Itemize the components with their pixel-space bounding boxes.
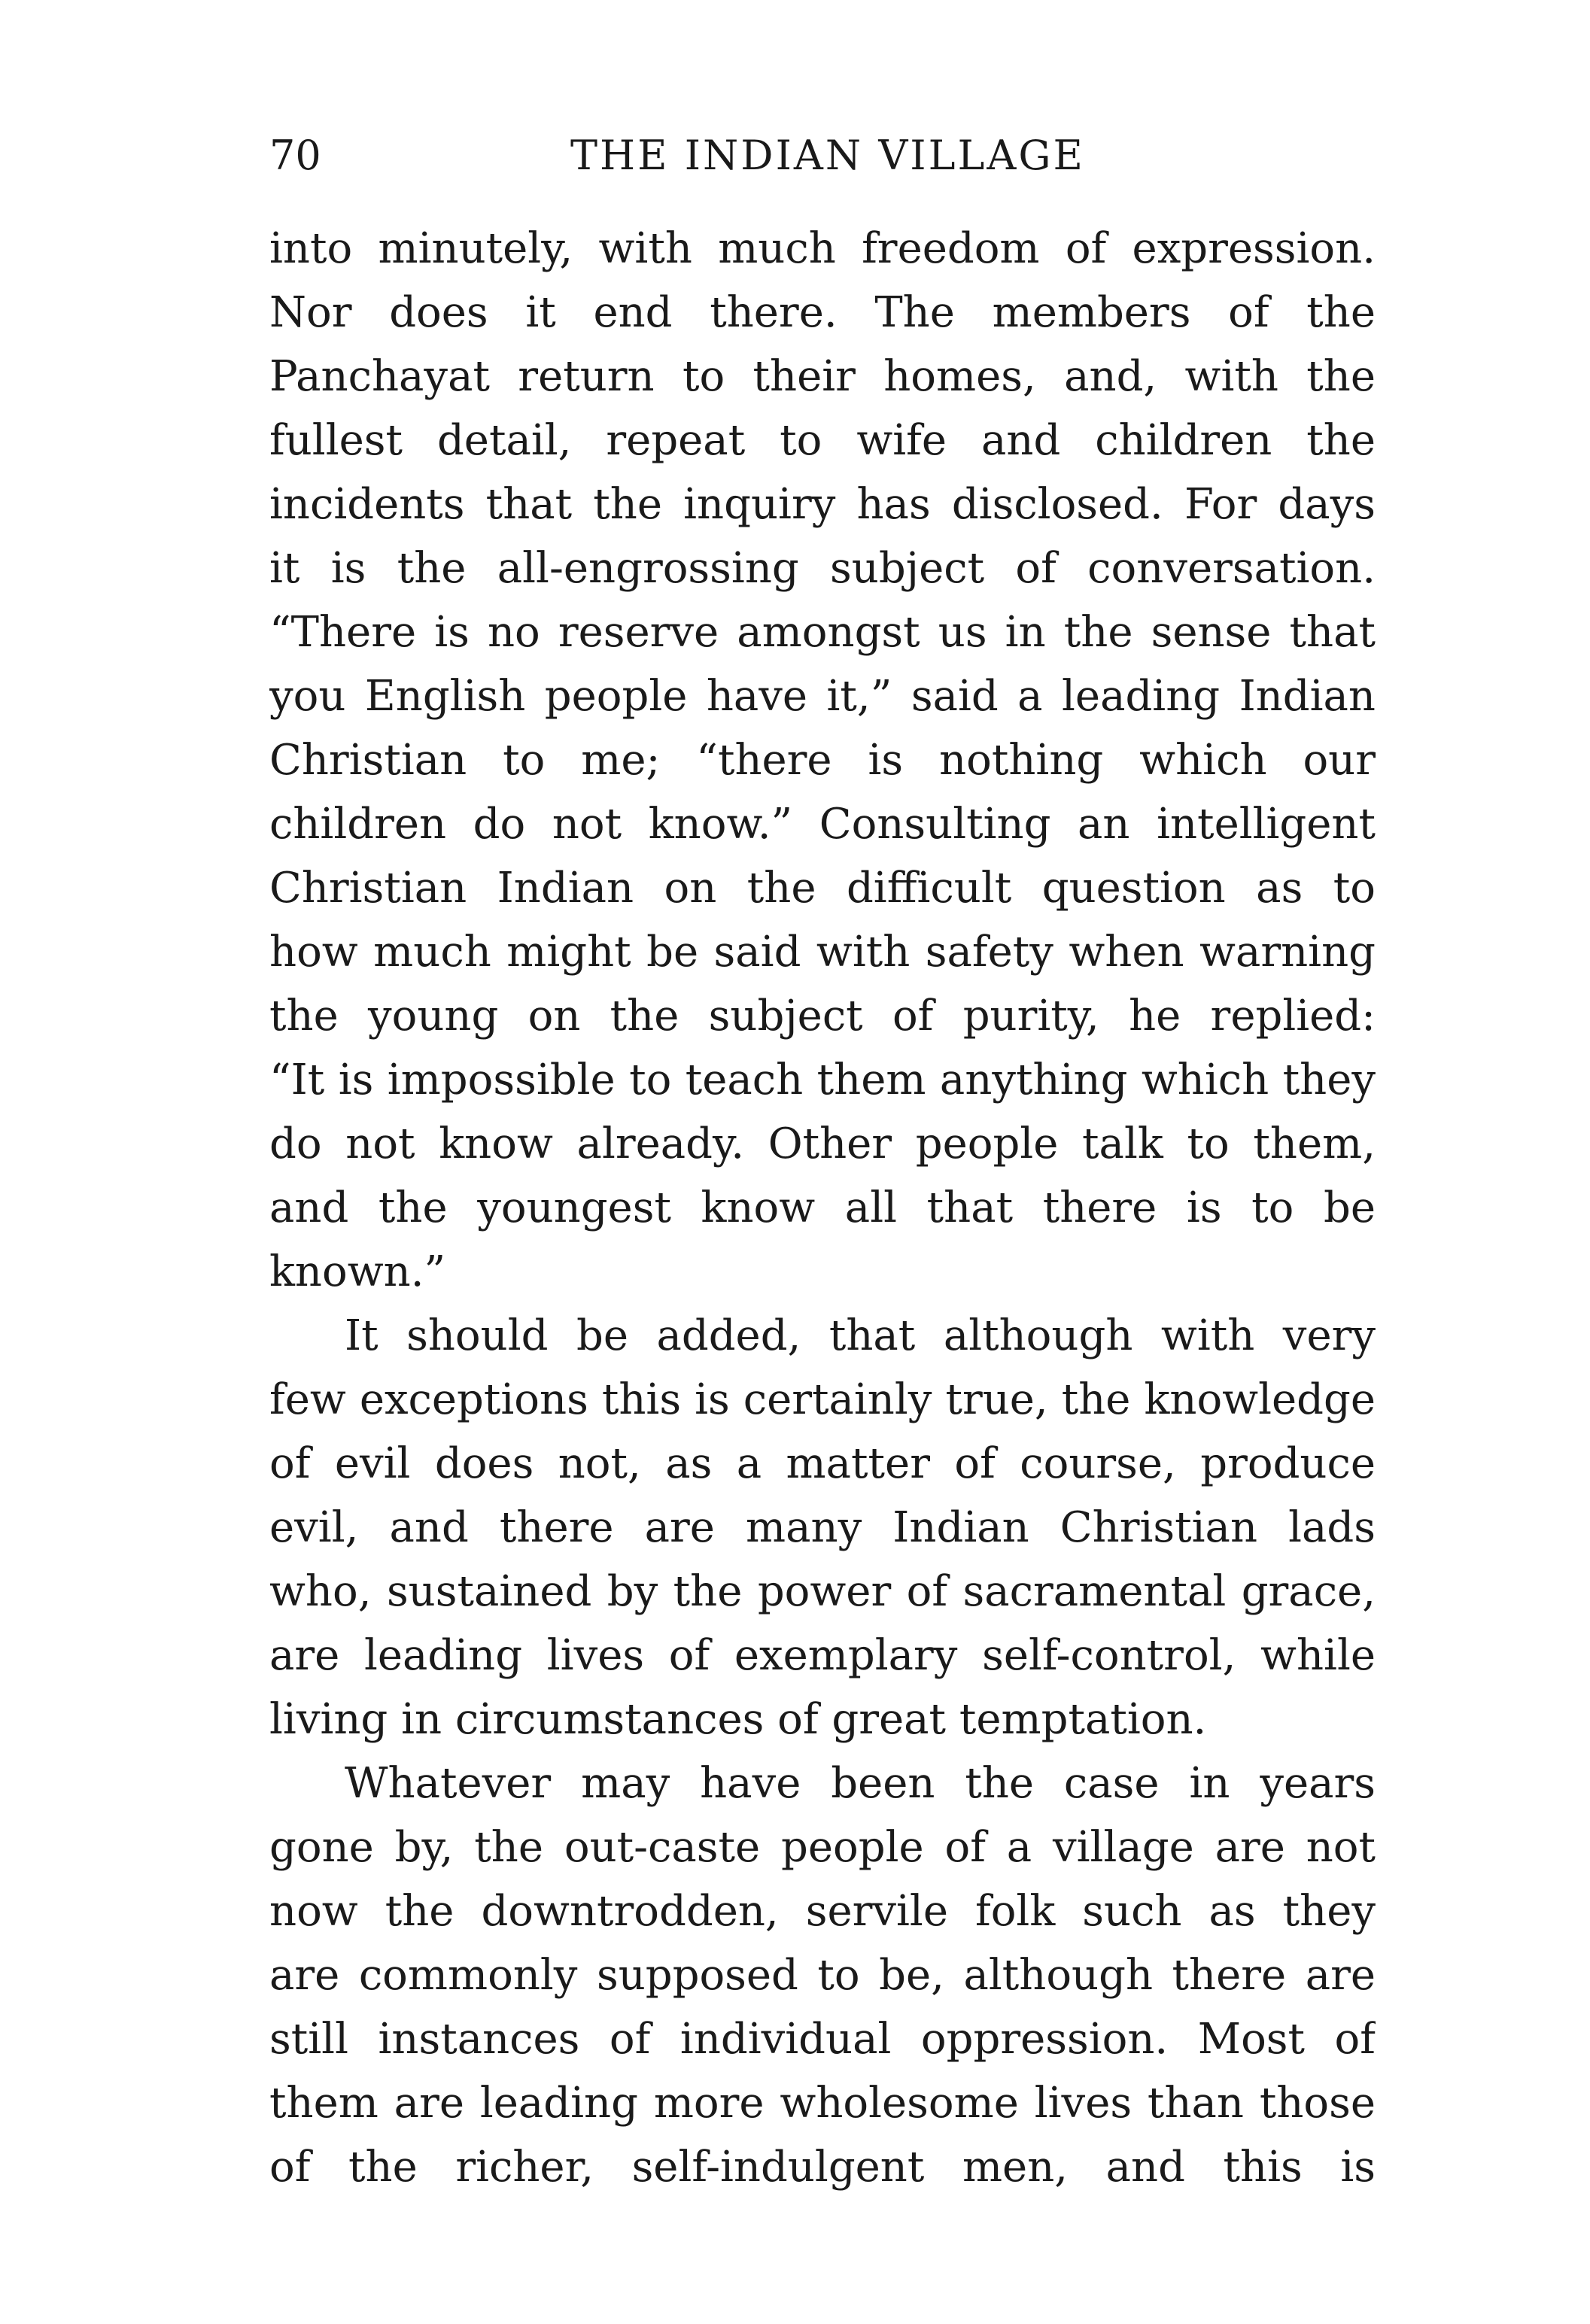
text-line: them are leading more wholesome lives than those [269, 2079, 1376, 2128]
text-line: Christian Indian on the difficult question as to [269, 864, 1376, 913]
text-line: evil, and there are many Indian Christian lads [269, 1503, 1376, 1552]
text-line: how much might be said with safety when warning [269, 928, 1376, 977]
text-line: fullest detail, repeat to wife and children the [269, 416, 1376, 465]
text-line: known.” [269, 1247, 446, 1296]
text-line: of evil does not, as a matter of course, produce [269, 1439, 1376, 1488]
text-line: now the downtrodden, servile folk such as they [269, 1887, 1376, 1936]
text-line: are leading lives of exemplary self-control, while [269, 1631, 1376, 1680]
text-line: incidents that the inquiry has disclosed. For days [269, 480, 1376, 529]
text-line: of the richer, self-indulgent men, and this is [269, 2143, 1376, 2192]
paragraph [269, 217, 1376, 1304]
text-line: and the youngest know all that there is to be [269, 1183, 1376, 1232]
text-line: are commonly supposed to be, although there are [269, 1951, 1376, 2000]
text-line: Christian to me; “there is nothing which our [269, 736, 1376, 785]
text-line: “It is impossible to teach them anything which they [269, 1056, 1376, 1104]
text-line: into minutely, with much freedom of expression. [269, 224, 1376, 273]
text-line: It should be added, that although with very [345, 1311, 1376, 1360]
text-line: do not know already. Other people talk to them, [269, 1119, 1376, 1168]
text-line: who, sustained by the power of sacramental grace, [269, 1567, 1376, 1616]
text-line: the young on the subject of purity, he replied: [269, 992, 1376, 1040]
text-line: still instances of individual oppression. Most of [269, 2015, 1376, 2064]
text-line: few exceptions this is certainly true, the knowledge [269, 1375, 1376, 1424]
text-line: living in circumstances of great temptation. [269, 1695, 1207, 1744]
running-head [269, 129, 1376, 182]
text-line: children do not know.” Consulting an intelligent [269, 800, 1376, 849]
body-text [269, 217, 1376, 2199]
paragraph [269, 1304, 1376, 1751]
page-number: 70 [269, 132, 321, 179]
text-line: you English people have it,” said a leading Indian [269, 672, 1376, 721]
text-line: Panchayat return to their homes, and, with the [269, 352, 1376, 401]
paragraph [269, 1751, 1376, 2199]
text-line: Nor does it end there. The members of the [269, 288, 1376, 337]
text-line: “There is no reserve amongst us in the sense that [269, 608, 1376, 657]
text-line: it is the all-engrossing subject of conversation. [269, 544, 1376, 593]
running-title: THE INDIAN VILLAGE [570, 132, 1085, 179]
text-line: gone by, the out-caste people of a village are not [269, 1823, 1376, 1872]
text-line: Whatever may have been the case in years [345, 1759, 1376, 1808]
